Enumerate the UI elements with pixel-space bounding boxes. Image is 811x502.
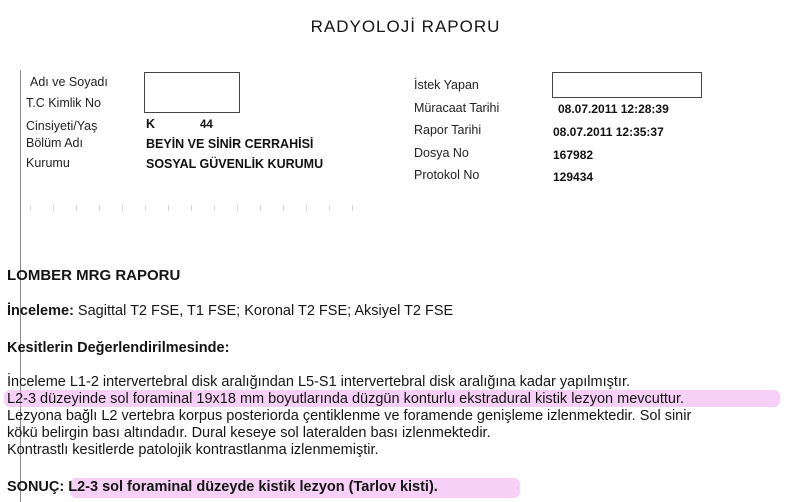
finding-line-2: L2-3 düzeyinde sol foraminal 19x18 mm boyutlarında düzgün konturlu ekstradural kistik lezyon mevcuttur. xyxy=(7,391,685,407)
exam-label: İnceleme: xyxy=(7,303,74,319)
label-application-date: Müracaat Tarihi xyxy=(414,101,500,115)
finding-line-3: Lezyona bağlı L2 vertebra korpus posteriorda çentiklenme ve foramende genişleme izlenmektedir. Sol sinir xyxy=(7,408,692,424)
value-sex: K xyxy=(146,117,156,131)
exam-text: Sagittal T2 FSE, T1 FSE; Koronal T2 FSE; Aksiyel T2 FSE xyxy=(73,303,454,319)
label-report-date: Rapor Tarihi xyxy=(414,123,482,137)
value-age: 44 xyxy=(200,119,213,131)
value-institution: SOSYAL GÜVENLİK KURUMU xyxy=(146,157,324,171)
label-institution: Kurumu xyxy=(26,156,70,170)
report-title: RADYOLOJİ RAPORU xyxy=(310,17,501,36)
value-protocol-no: 129434 xyxy=(553,170,594,184)
value-report-date: 08.07.2011 12:35:37 xyxy=(553,125,664,139)
conclusion-line xyxy=(7,479,438,495)
finding-line-5: Kontrastlı kesitlerde patolojik kontrastlanma izlenmemiştir. xyxy=(7,442,379,458)
value-application-date: 08.07.2011 12:28:39 xyxy=(558,102,669,116)
label-sex-age: Cinsiyeti/Yaş xyxy=(26,119,98,133)
scan-noise xyxy=(30,205,360,211)
redacted-requester-box xyxy=(552,72,702,98)
label-department: Bölüm Adı xyxy=(26,136,83,150)
redacted-name-box xyxy=(144,72,240,113)
exam-line xyxy=(7,303,453,319)
label-tc-id: T.C Kimlik No xyxy=(26,96,102,110)
report-heading: LOMBER MRG RAPORU xyxy=(7,267,181,284)
finding-line-4: kökü belirgin bası altındadır. Dural keseye sol lateralden bası izlenmektedir. xyxy=(7,425,491,441)
finding-line-1: İnceleme L1-2 intervertebral disk aralığından L5-S1 intervertebral disk aralığına kadar yapılmıştır. xyxy=(7,374,631,390)
label-requester: İstek Yapan xyxy=(414,78,479,92)
value-department: BEYİN VE SİNİR CERRAHİSİ xyxy=(146,137,314,151)
label-protocol-no: Protokol No xyxy=(414,168,480,182)
label-file-no: Dosya No xyxy=(414,146,469,160)
label-name: Adı ve Soyadı xyxy=(30,75,108,89)
evaluation-heading: Kesitlerin Değerlendirilmesinde: xyxy=(7,340,230,356)
conclusion-label: SONUÇ: xyxy=(7,479,65,495)
conclusion-text: L2-3 sol foraminal düzeyde kistik lezyon (Tarlov kisti). xyxy=(64,479,438,495)
value-file-no: 167982 xyxy=(553,148,594,162)
